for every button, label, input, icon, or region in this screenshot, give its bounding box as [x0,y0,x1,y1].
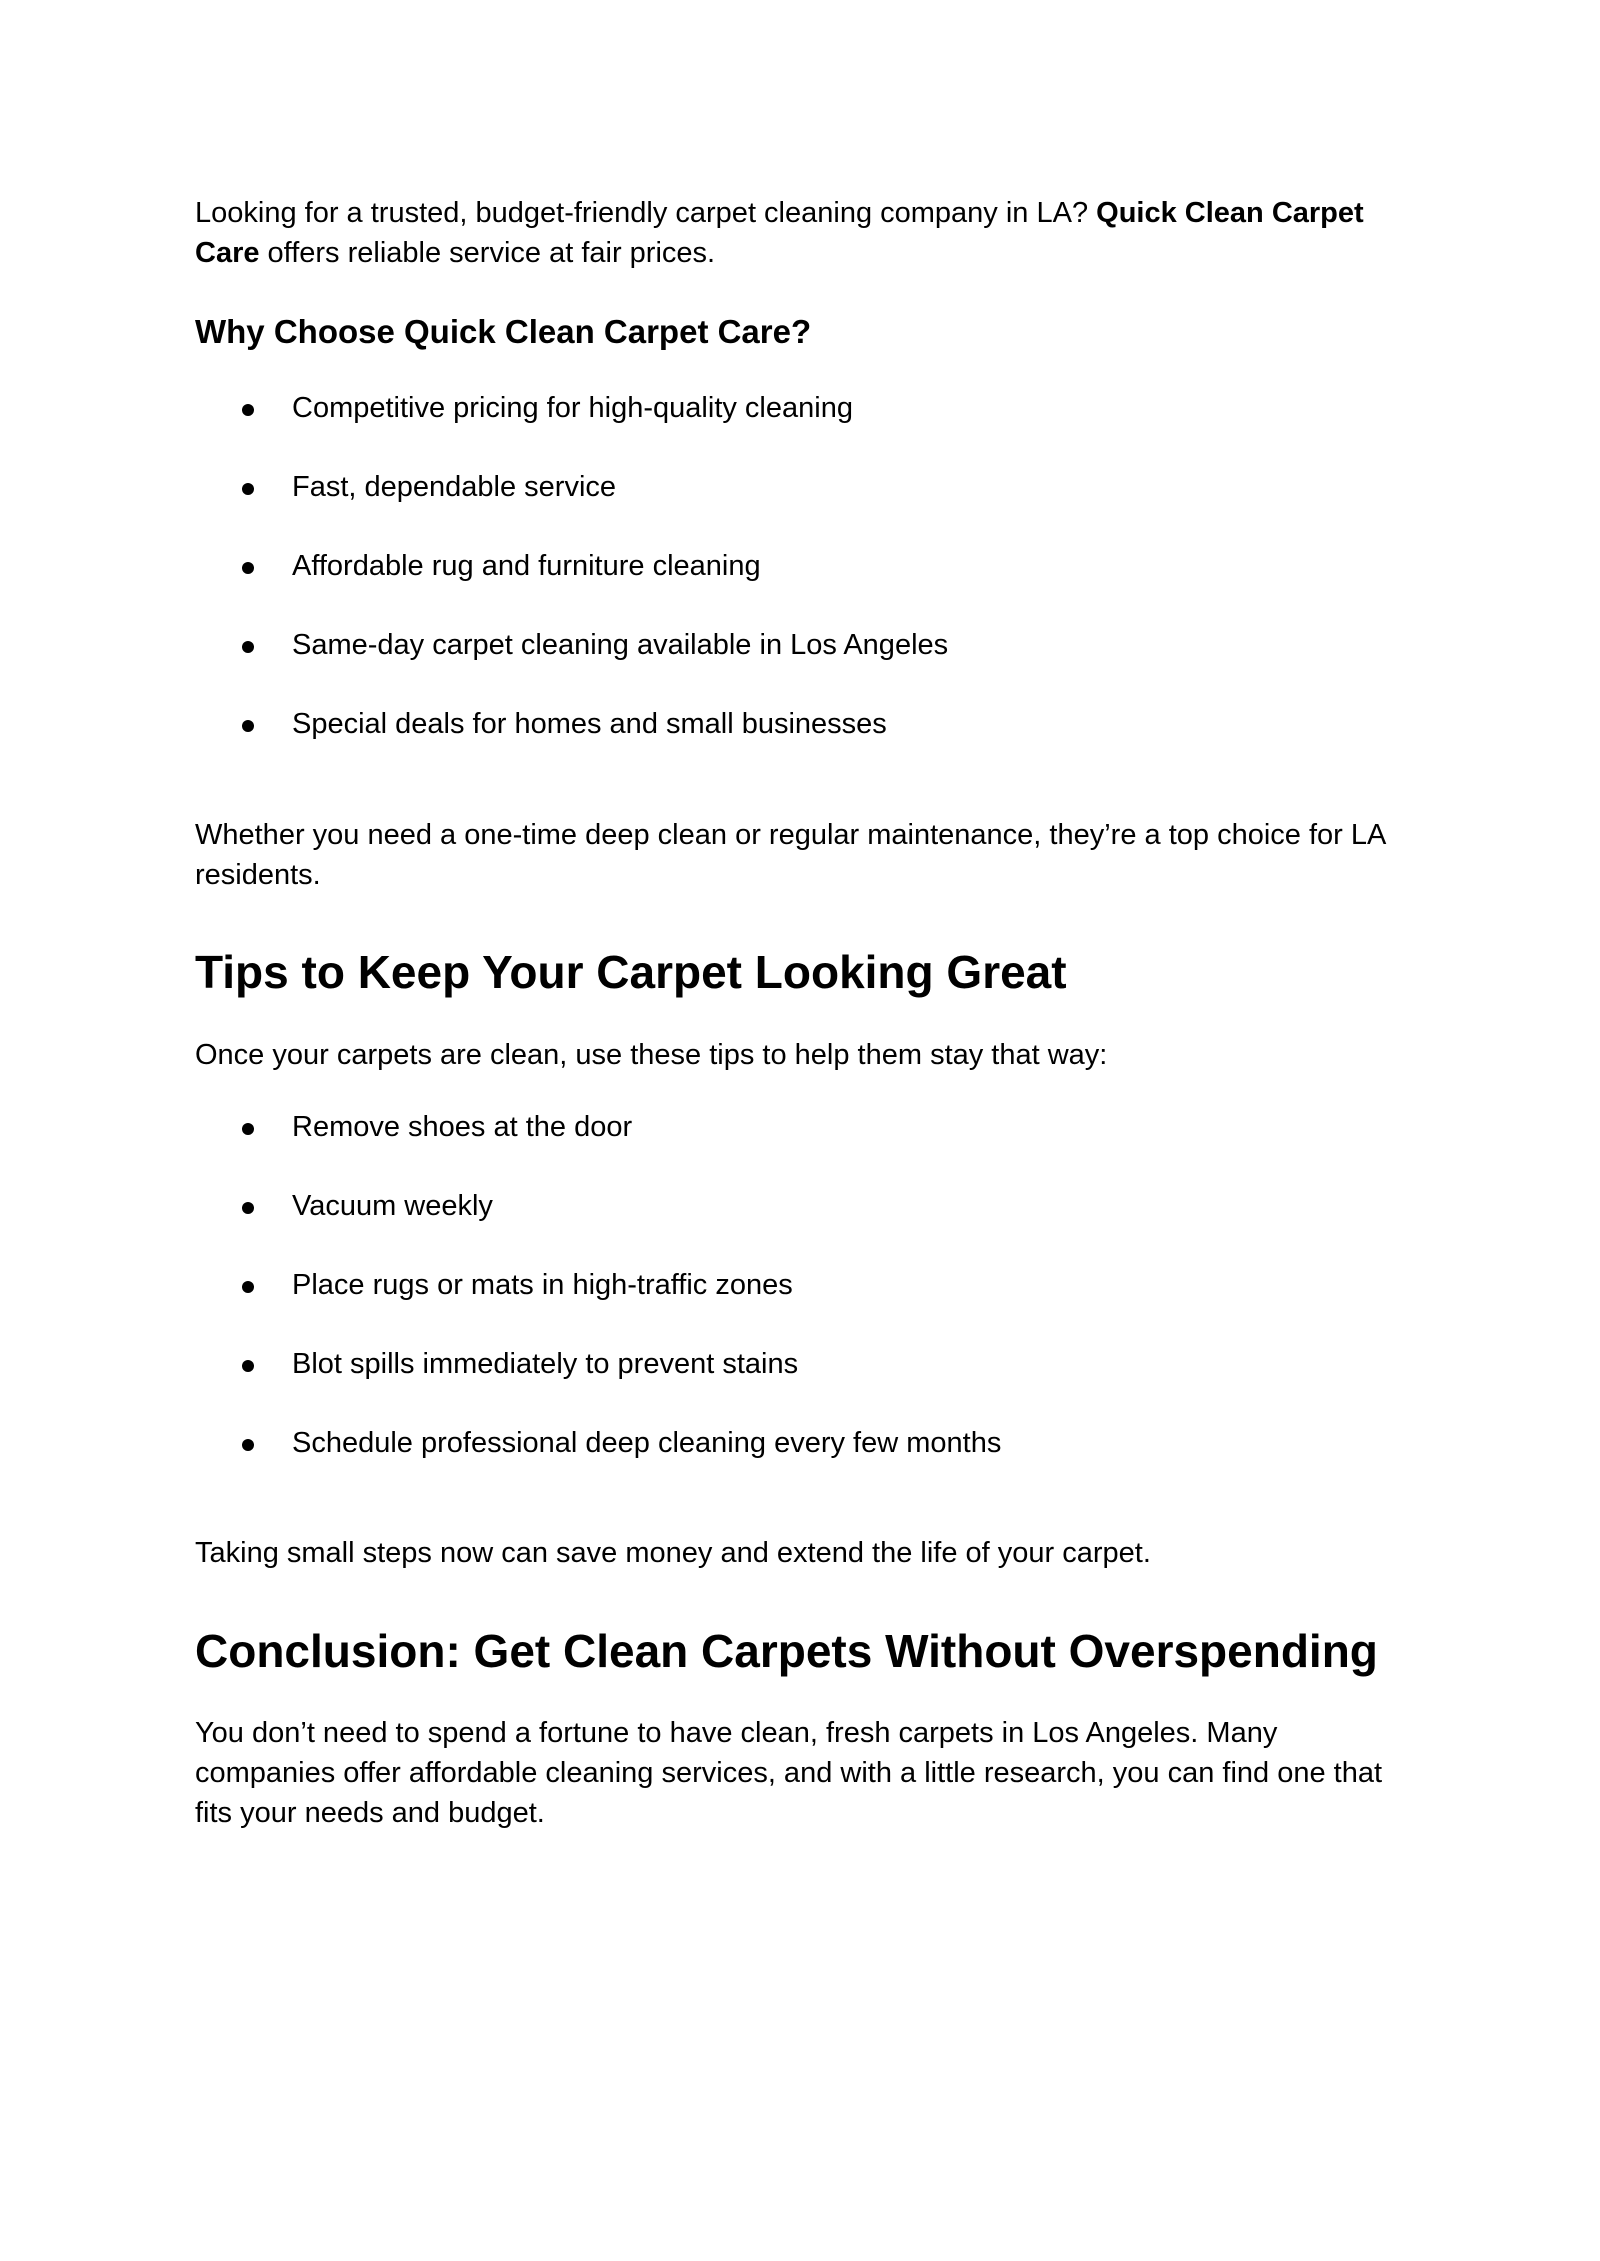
list-item [195,546,1425,625]
list-item-text: Affordable rug and furniture cleaning [292,550,761,582]
intro-text-after: offers reliable service at fair prices. [259,237,716,269]
bullet-icon [242,404,254,416]
intro-brand-bold: Quick Clean Carpet Care [195,197,1364,269]
tips-intro-block [195,1035,1425,1075]
bullet-icon [242,483,254,495]
list-item [195,1265,1425,1344]
bullet-icon [242,562,254,574]
tips-closing: Taking small steps now can save money and extend the life of your carpet. [195,1537,1151,1569]
list-item [195,704,1425,783]
bullet-icon [242,1281,254,1293]
tips-list-block [195,1107,1425,1502]
bullet-icon [242,1360,254,1372]
bullet-icon [242,641,254,653]
why-choose-closing: Whether you need a one-time deep clean or regular maintenance, they’re a top choice for LA residents. [195,819,1385,891]
list-item-text: Place rugs or mats in high-traffic zones [292,1269,793,1301]
intro-text-before: Looking for a trusted, budget-friendly carpet cleaning company in LA? [195,197,1097,229]
bullet-icon [242,1123,254,1135]
list-item [195,388,1425,467]
conclusion-text: You don’t need to spend a fortune to have clean, fresh carpets in Los Angeles. Many companies offer affordable cleaning services, and with a little research, you can find one that fits your needs and budget. [195,1717,1383,1829]
conclusion-heading-block [195,1623,1425,1679]
bullet-icon [242,1202,254,1214]
list-item-text: Same-day carpet cleaning available in Los Angeles [292,629,949,661]
tips-heading: Tips to Keep Your Carpet Looking Great [195,946,1067,998]
why-choose-closing-block [195,815,1425,895]
list-item [195,1186,1425,1265]
why-choose-list [195,388,1425,783]
list-item [195,1423,1425,1502]
bullet-icon [242,1439,254,1451]
tips-closing-block [195,1533,1425,1573]
list-item-text: Special deals for homes and small businesses [292,708,887,740]
list-item-text: Fast, dependable service [292,471,617,503]
list-item [195,1344,1425,1423]
list-item-text: Schedule professional deep cleaning every few months [292,1427,1002,1459]
conclusion-text-block [195,1713,1425,1833]
tips-list [195,1107,1425,1502]
list-item [195,467,1425,546]
list-item-text: Blot spills immediately to prevent stains [292,1348,799,1380]
bullet-icon [242,720,254,732]
intro-paragraph-block [195,193,1425,273]
why-choose-list-block [195,388,1425,783]
list-item [195,1107,1425,1186]
list-item-text: Competitive pricing for high-quality cleaning [292,392,853,424]
list-item-text: Vacuum weekly [292,1190,493,1222]
list-item-text: Remove shoes at the door [292,1111,633,1143]
tips-heading-block [195,944,1425,1000]
intro-paragraph [195,193,1425,273]
why-choose-heading-block [195,312,1425,352]
list-item [195,625,1425,704]
tips-intro: Once your carpets are clean, use these tips to help them stay that way: [195,1039,1108,1071]
why-choose-heading: Why Choose Quick Clean Carpet Care? [195,313,812,350]
conclusion-heading: Conclusion: Get Clean Carpets Without Overspending [195,1625,1378,1677]
